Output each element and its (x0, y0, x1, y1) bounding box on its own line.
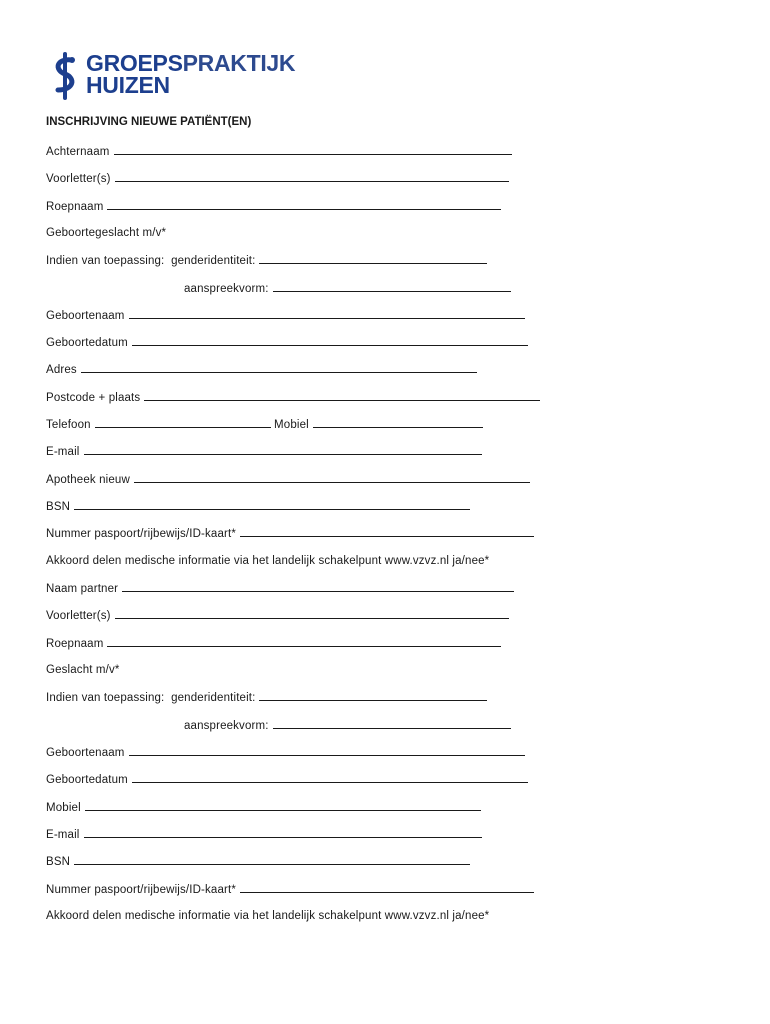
logo-part-groeps: GROEPS (86, 50, 183, 76)
telefoon-field[interactable] (95, 418, 271, 428)
email-row (46, 445, 482, 458)
roepnaam-field[interactable] (107, 200, 501, 210)
telefoon-row (46, 418, 483, 431)
partner-bsn-label: BSN (46, 856, 71, 868)
apotheek-field[interactable] (134, 473, 530, 483)
roepnaam-label: Roepnaam (46, 201, 104, 213)
partner-genderidentiteit-label: genderidentiteit: (171, 692, 256, 704)
partner-roepnaam-row (46, 637, 501, 650)
logo (52, 52, 322, 100)
partner-aanspreekvorm-label: aanspreekvorm: (184, 720, 269, 732)
postcode-row (46, 391, 540, 404)
apotheek-row (46, 473, 530, 486)
partner-aanspreekvorm-field[interactable] (273, 719, 511, 729)
telefoon-label: Telefoon (46, 419, 91, 431)
partner-roepnaam-label: Roepnaam (46, 638, 104, 650)
geboortedatum-label: Geboortedatum (46, 337, 128, 349)
bsn-field[interactable] (74, 500, 470, 510)
akkoord-row (46, 555, 489, 567)
partner-akkoord-row (46, 910, 489, 922)
partner-naam-row (46, 582, 514, 595)
roepnaam-row (46, 200, 501, 213)
partner-akkoord-label: Akkoord delen medische informatie via het landelijk schakelpunt www.vzvz.nl ja/nee* (46, 910, 490, 922)
geboortegeslacht-row (46, 227, 166, 239)
voorletters-label: Voorletter(s) (46, 173, 111, 185)
postcode-label: Postcode + plaats (46, 392, 141, 404)
adres-field[interactable] (81, 363, 477, 373)
partner-bsn-field[interactable] (74, 855, 470, 865)
genderidentiteit-field[interactable] (259, 254, 487, 264)
geboortedatum-field[interactable] (132, 336, 528, 346)
partner-geboortedatum-field[interactable] (132, 773, 528, 783)
partner-voorletters-row (46, 609, 509, 622)
partner-email-label: E-mail (46, 829, 80, 841)
partner-mobiel-row (46, 801, 481, 814)
paspoort-field[interactable] (240, 527, 534, 537)
geboortegeslacht-label: Geboortegeslacht m/v* (46, 227, 167, 239)
geboortenaam-field[interactable] (129, 309, 525, 319)
partner-email-row (46, 828, 482, 841)
aanspreekvorm-row (184, 282, 511, 295)
aanspreekvorm-label: aanspreekvorm: (184, 283, 269, 295)
partner-aanspreekvorm-row (184, 719, 511, 732)
mobiel-field[interactable] (313, 418, 483, 428)
bsn-label: BSN (46, 501, 71, 513)
indien-label: Indien van toepassing: (46, 255, 165, 267)
voorletters-field[interactable] (115, 172, 509, 182)
achternaam-row (46, 145, 512, 158)
email-field[interactable] (84, 445, 482, 455)
partner-naam-field[interactable] (122, 582, 514, 592)
partner-paspoort-row (46, 883, 534, 896)
logo-part-praktijk: PRAKTIJK (182, 50, 296, 76)
geboortenaam-label: Geboortenaam (46, 310, 125, 322)
geboortedatum-row (46, 336, 528, 349)
partner-paspoort-label: Nummer paspoort/rijbewijs/ID-kaart* (46, 884, 236, 896)
bsn-row (46, 500, 470, 513)
voorletters-row (46, 172, 509, 185)
partner-voorletters-field[interactable] (115, 609, 509, 619)
partner-geboortenaam-label: Geboortenaam (46, 747, 125, 759)
logo-text (86, 52, 295, 96)
caduceus-icon (52, 52, 78, 100)
akkoord-label: Akkoord delen medische informatie via het landelijk schakelpunt www.vzvz.nl ja/nee* (46, 555, 490, 567)
partner-geslacht-label: Geslacht m/v* (46, 664, 120, 676)
partner-voorletters-label: Voorletter(s) (46, 610, 111, 622)
genderidentiteit-row (46, 254, 487, 267)
paspoort-label: Nummer paspoort/rijbewijs/ID-kaart* (46, 528, 236, 540)
form-heading: INSCHRIJVING NIEUWE PATIËNT(EN) (46, 116, 252, 128)
partner-email-field[interactable] (84, 828, 482, 838)
aanspreekvorm-field[interactable] (273, 282, 511, 292)
partner-geslacht-row (46, 664, 120, 676)
postcode-field[interactable] (144, 391, 540, 401)
partner-naam-label: Naam partner (46, 583, 119, 595)
adres-row (46, 363, 477, 376)
apotheek-label: Apotheek nieuw (46, 474, 130, 486)
achternaam-field[interactable] (114, 145, 512, 155)
partner-genderidentiteit-row (46, 691, 487, 704)
partner-geboortedatum-label: Geboortedatum (46, 774, 128, 786)
partner-mobiel-label: Mobiel (46, 802, 81, 814)
partner-geboortenaam-row (46, 746, 525, 759)
logo-part-huizen: HUIZEN (86, 72, 170, 98)
partner-genderidentiteit-field[interactable] (259, 691, 487, 701)
partner-geboortedatum-row (46, 773, 528, 786)
geboortenaam-row (46, 309, 525, 322)
partner-roepnaam-field[interactable] (107, 637, 501, 647)
partner-indien-label: Indien van toepassing: (46, 692, 165, 704)
paspoort-row (46, 527, 534, 540)
partner-bsn-row (46, 855, 470, 868)
partner-paspoort-field[interactable] (240, 883, 534, 893)
achternaam-label: Achternaam (46, 146, 110, 158)
partner-geboortenaam-field[interactable] (129, 746, 525, 756)
partner-mobiel-field[interactable] (85, 801, 481, 811)
adres-label: Adres (46, 364, 77, 376)
mobiel-label: Mobiel (274, 419, 309, 431)
genderidentiteit-label: genderidentiteit: (171, 255, 256, 267)
email-label: E-mail (46, 446, 80, 458)
